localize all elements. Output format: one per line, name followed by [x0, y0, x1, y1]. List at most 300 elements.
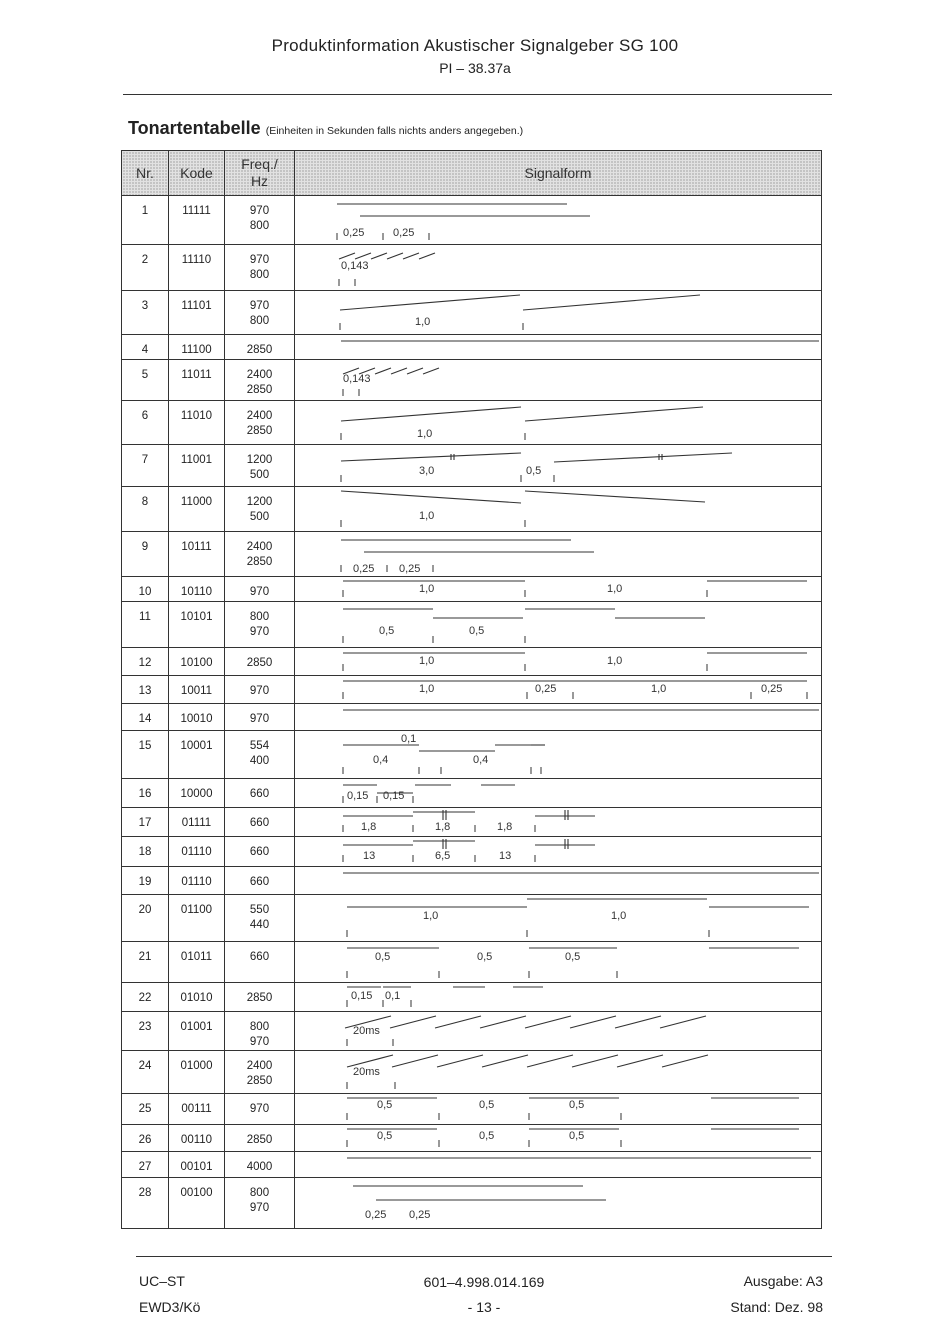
duration-label: 1,8 — [361, 821, 377, 833]
signal-form — [295, 983, 822, 1012]
signal-form — [295, 867, 822, 895]
freq-header-line1: Freq./ — [241, 156, 278, 172]
table-row — [122, 779, 822, 808]
row-code: 10011 — [169, 676, 225, 704]
row-code: 01111 — [169, 808, 225, 837]
frequency-value: 970 — [249, 1202, 270, 1214]
footer-author: EWD3/Kö — [139, 1299, 201, 1315]
signal-form — [295, 245, 822, 291]
frequency-value: 1200 — [246, 454, 273, 466]
row-frequency — [225, 1094, 295, 1125]
signal-waveform — [295, 245, 822, 290]
frequency-value: 970 — [249, 1036, 270, 1048]
table-row — [122, 1152, 822, 1178]
signal-waveform — [295, 196, 822, 244]
duration-label: 0,5 — [477, 951, 493, 963]
row-frequency — [225, 1178, 295, 1229]
row-number: 1 — [122, 196, 169, 245]
signal-segment — [527, 1055, 573, 1067]
frequency-value: 440 — [249, 919, 270, 931]
signal-waveform — [295, 942, 822, 982]
signal-segment — [617, 1055, 663, 1067]
duration-label: 0,5 — [565, 951, 581, 963]
signal-segment — [572, 1055, 618, 1067]
frequency-value: 970 — [249, 300, 270, 312]
row-number: 9 — [122, 532, 169, 577]
frequency-value: 1200 — [246, 496, 273, 508]
duration-label: 20ms — [353, 1025, 380, 1037]
row-number: 12 — [122, 648, 169, 676]
row-frequency — [225, 360, 295, 401]
column-header-nr: Nr. — [122, 151, 169, 196]
signal-waveform — [295, 335, 822, 359]
frequency-value: 800 — [249, 269, 270, 281]
table-row — [122, 676, 822, 704]
signal-waveform — [295, 704, 822, 730]
column-header-code: Kode — [169, 151, 225, 196]
row-code: 11001 — [169, 445, 225, 487]
signal-segment — [371, 253, 387, 259]
row-frequency — [225, 731, 295, 779]
row-number: 8 — [122, 487, 169, 532]
signal-segment — [525, 491, 705, 502]
table-row — [122, 648, 822, 676]
frequency-value: 2400 — [246, 369, 273, 381]
duration-label: 0,25 — [353, 563, 375, 575]
row-number: 20 — [122, 895, 169, 942]
signal-segment — [435, 1016, 481, 1028]
table-row — [122, 291, 822, 335]
duration-label: 0,25 — [409, 1209, 431, 1221]
signal-waveform — [295, 577, 822, 601]
signal-segment — [482, 1055, 528, 1067]
row-code: 00101 — [169, 1152, 225, 1178]
table-row — [122, 867, 822, 895]
signal-segment — [355, 253, 371, 259]
row-code: 01110 — [169, 867, 225, 895]
duration-label: 0,1 — [401, 733, 417, 745]
frequency-value: 2850 — [246, 556, 273, 568]
table-row — [122, 445, 822, 487]
frequency-value: 2400 — [246, 410, 273, 422]
row-number: 6 — [122, 401, 169, 445]
table-row — [122, 487, 822, 532]
row-number: 17 — [122, 808, 169, 837]
table-row — [122, 335, 822, 360]
row-code: 11110 — [169, 245, 225, 291]
row-code: 01110 — [169, 837, 225, 867]
duration-label: 0,25 — [365, 1209, 387, 1221]
signal-waveform — [295, 837, 822, 866]
signal-form — [295, 291, 822, 335]
duration-label: 0,15 — [347, 790, 369, 802]
row-code: 00111 — [169, 1094, 225, 1125]
signal-form — [295, 942, 822, 983]
row-code: 00110 — [169, 1125, 225, 1152]
table-row — [122, 532, 822, 577]
row-number: 23 — [122, 1012, 169, 1051]
duration-label: 0,5 — [377, 1130, 393, 1142]
frequency-value: 970 — [249, 713, 270, 725]
row-code: 11101 — [169, 291, 225, 335]
duration-label: 0,5 — [479, 1130, 495, 1142]
row-frequency — [225, 577, 295, 602]
signal-waveform — [295, 1051, 822, 1093]
duration-label: 3,0 — [419, 465, 435, 477]
table-row — [122, 1012, 822, 1051]
row-number: 24 — [122, 1051, 169, 1094]
row-frequency — [225, 1051, 295, 1094]
row-code: 01100 — [169, 895, 225, 942]
footer-page-number: - 13 - — [467, 1299, 501, 1315]
signal-segment — [523, 295, 700, 310]
frequency-value: 800 — [249, 611, 270, 623]
section-heading — [128, 118, 523, 139]
table-row — [122, 895, 822, 942]
table-row — [122, 731, 822, 779]
signal-form — [295, 837, 822, 867]
row-frequency — [225, 1012, 295, 1051]
row-code: 11010 — [169, 401, 225, 445]
row-code: 10001 — [169, 731, 225, 779]
row-number: 27 — [122, 1152, 169, 1178]
signal-form — [295, 704, 822, 731]
row-number: 21 — [122, 942, 169, 983]
signal-form — [295, 1094, 822, 1125]
frequency-value: 550 — [249, 904, 270, 916]
section-note: (Einheiten in Sekunden falls nichts anders angegeben.) — [265, 125, 524, 137]
signal-segment — [390, 1016, 436, 1028]
row-frequency — [225, 245, 295, 291]
frequency-value: 2400 — [246, 541, 273, 553]
table-row — [122, 983, 822, 1012]
frequency-value: 970 — [249, 685, 270, 697]
duration-label: 13 — [363, 850, 376, 862]
frequency-value: 800 — [249, 1021, 270, 1033]
signal-waveform — [295, 445, 822, 486]
table-row — [122, 577, 822, 602]
row-frequency — [225, 602, 295, 648]
duration-label: 6,5 — [435, 850, 451, 862]
signal-segment — [387, 253, 403, 259]
frequency-value: 970 — [249, 586, 270, 598]
signal-segment — [437, 1055, 483, 1067]
duration-label: 1,0 — [419, 683, 435, 695]
signal-segment — [615, 1016, 661, 1028]
frequency-value: 4000 — [246, 1161, 273, 1173]
row-frequency — [225, 704, 295, 731]
row-frequency — [225, 648, 295, 676]
duration-label: 0,5 — [479, 1099, 495, 1111]
row-code: 10101 — [169, 602, 225, 648]
frequency-value: 660 — [249, 788, 270, 800]
signal-waveform — [295, 401, 822, 444]
signal-segment — [341, 453, 521, 461]
signal-waveform — [295, 648, 822, 675]
signal-form — [295, 779, 822, 808]
signal-segment — [480, 1016, 526, 1028]
row-frequency — [225, 676, 295, 704]
column-header-freq — [225, 151, 295, 196]
row-frequency — [225, 532, 295, 577]
row-frequency — [225, 1152, 295, 1178]
signal-waveform — [295, 602, 822, 647]
signal-form — [295, 401, 822, 445]
signal-form — [295, 577, 822, 602]
page-title: Produktinformation Akustischer Signalgeber SG 100 — [271, 36, 679, 55]
signal-segment — [341, 407, 521, 421]
signal-form — [295, 335, 822, 360]
row-frequency — [225, 983, 295, 1012]
duration-label: 0,1 — [385, 990, 401, 1002]
signal-form — [295, 1178, 822, 1229]
frequency-value: 660 — [249, 951, 270, 963]
row-code: 10110 — [169, 577, 225, 602]
signal-waveform — [295, 291, 822, 334]
frequency-value: 400 — [249, 755, 270, 767]
row-number: 11 — [122, 602, 169, 648]
duration-label: 0,4 — [473, 754, 489, 766]
row-code: 11000 — [169, 487, 225, 532]
duration-label: 0,5 — [569, 1099, 585, 1111]
signal-waveform — [295, 779, 822, 807]
row-number: 13 — [122, 676, 169, 704]
signal-segment — [392, 1055, 438, 1067]
frequency-value: 2850 — [246, 425, 273, 437]
signal-segment — [419, 253, 435, 259]
signal-segment — [423, 368, 439, 374]
row-code: 11011 — [169, 360, 225, 401]
section-title: Tonartentabelle — [128, 118, 261, 138]
frequency-value: 660 — [249, 876, 270, 888]
row-number: 26 — [122, 1125, 169, 1152]
frequency-value: 2850 — [246, 992, 273, 1004]
freq-header-line2: Hz — [250, 173, 269, 189]
signal-form — [295, 648, 822, 676]
duration-label: 0,25 — [343, 227, 365, 239]
duration-label: 0,4 — [373, 754, 389, 766]
signal-segment — [570, 1016, 616, 1028]
table-row — [122, 602, 822, 648]
row-code: 01010 — [169, 983, 225, 1012]
signal-form — [295, 1012, 822, 1051]
row-frequency — [225, 867, 295, 895]
row-number: 2 — [122, 245, 169, 291]
table-row — [122, 837, 822, 867]
table-row — [122, 1125, 822, 1152]
row-code: 01011 — [169, 942, 225, 983]
signal-waveform — [295, 1012, 822, 1050]
signal-waveform — [295, 983, 822, 1011]
duration-label: 0,5 — [469, 625, 485, 637]
signal-waveform — [295, 867, 822, 894]
signal-segment — [662, 1055, 708, 1067]
signal-form — [295, 731, 822, 779]
duration-label: 0,25 — [535, 683, 557, 695]
table-row — [122, 1051, 822, 1094]
row-code: 11111 — [169, 196, 225, 245]
signal-form — [295, 532, 822, 577]
frequency-value: 970 — [249, 205, 270, 217]
footer-rule — [136, 1256, 832, 1257]
table-row — [122, 401, 822, 445]
signal-segment — [554, 453, 732, 462]
table-row — [122, 1094, 822, 1125]
row-frequency — [225, 895, 295, 942]
frequency-value: 2850 — [246, 657, 273, 669]
table-row — [122, 360, 822, 401]
signal-form — [295, 487, 822, 532]
signal-waveform — [295, 808, 822, 836]
duration-label: 1,8 — [435, 821, 451, 833]
frequency-value: 500 — [249, 469, 270, 481]
frequency-value: 970 — [249, 626, 270, 638]
frequency-value: 554 — [249, 740, 270, 752]
document-number: PI – 38.37a — [439, 60, 511, 76]
duration-label: 1,0 — [417, 428, 433, 440]
row-code: 11100 — [169, 335, 225, 360]
row-number: 18 — [122, 837, 169, 867]
row-number: 28 — [122, 1178, 169, 1229]
signal-waveform — [295, 1178, 822, 1228]
signal-segment — [340, 295, 520, 310]
signal-waveform — [295, 1094, 822, 1124]
table-row — [122, 1178, 822, 1229]
duration-label: 1,0 — [651, 683, 667, 695]
signal-form — [295, 602, 822, 648]
row-frequency — [225, 1125, 295, 1152]
signal-form — [295, 445, 822, 487]
frequency-value: 2400 — [246, 1060, 273, 1072]
frequency-value: 800 — [249, 1187, 270, 1199]
duration-label: 0,5 — [375, 951, 391, 963]
signal-form — [295, 1152, 822, 1178]
duration-label: 13 — [499, 850, 512, 862]
row-frequency — [225, 808, 295, 837]
row-code: 01001 — [169, 1012, 225, 1051]
row-frequency — [225, 837, 295, 867]
duration-label: 1,0 — [423, 910, 439, 922]
signal-segment — [391, 368, 407, 374]
row-number: 15 — [122, 731, 169, 779]
table-row — [122, 808, 822, 837]
row-number: 4 — [122, 335, 169, 360]
frequency-value: 2850 — [246, 384, 273, 396]
row-frequency — [225, 942, 295, 983]
row-code: 10010 — [169, 704, 225, 731]
signal-segment — [660, 1016, 706, 1028]
row-number: 5 — [122, 360, 169, 401]
table-row — [122, 196, 822, 245]
duration-label: 1,0 — [419, 583, 435, 595]
signal-waveform — [295, 731, 822, 778]
duration-label: 0,143 — [343, 373, 371, 385]
signal-form — [295, 808, 822, 837]
table-row — [122, 704, 822, 731]
footer-dept: UC–ST — [139, 1273, 185, 1289]
duration-label: 0,143 — [341, 260, 369, 272]
signal-segment — [339, 253, 355, 259]
duration-label: 0,25 — [393, 227, 415, 239]
frequency-value: 970 — [249, 1103, 270, 1115]
row-code: 01000 — [169, 1051, 225, 1094]
signal-waveform — [295, 532, 822, 576]
signal-segment — [403, 253, 419, 259]
row-number: 3 — [122, 291, 169, 335]
signal-waveform — [295, 1152, 822, 1177]
signal-form — [295, 676, 822, 704]
duration-label: 0,5 — [379, 625, 395, 637]
duration-label: 1,0 — [419, 510, 435, 522]
header-rule — [123, 94, 832, 95]
frequency-value: 660 — [249, 817, 270, 829]
frequency-value: 2850 — [246, 344, 273, 356]
tone-table — [121, 150, 822, 1229]
row-frequency — [225, 401, 295, 445]
duration-label: 1,0 — [415, 316, 431, 328]
row-frequency — [225, 779, 295, 808]
frequency-value: 2850 — [246, 1075, 273, 1087]
signal-segment — [525, 407, 703, 421]
duration-label: 1,0 — [607, 655, 623, 667]
footer-part-number: 601–4.998.014.169 — [423, 1274, 545, 1290]
frequency-value: 660 — [249, 846, 270, 858]
signal-waveform — [295, 487, 822, 531]
signal-waveform — [295, 1125, 822, 1151]
row-number: 22 — [122, 983, 169, 1012]
table-header — [122, 151, 822, 196]
duration-label: 0,5 — [569, 1130, 585, 1142]
duration-label: 1,0 — [611, 910, 627, 922]
row-number: 10 — [122, 577, 169, 602]
duration-label: 1,0 — [607, 583, 623, 595]
signal-form — [295, 1125, 822, 1152]
signal-form — [295, 895, 822, 942]
duration-label: 0,15 — [383, 790, 405, 802]
signal-form — [295, 1051, 822, 1094]
row-code: 10000 — [169, 779, 225, 808]
signal-segment — [407, 368, 423, 374]
row-frequency — [225, 291, 295, 335]
duration-label: 1,0 — [419, 655, 435, 667]
row-number: 16 — [122, 779, 169, 808]
row-frequency — [225, 445, 295, 487]
row-number: 25 — [122, 1094, 169, 1125]
signal-form — [295, 360, 822, 401]
footer-edition: Ausgabe: A3 — [743, 1273, 823, 1289]
frequency-value: 500 — [249, 511, 270, 523]
signal-waveform — [295, 676, 822, 703]
row-number: 14 — [122, 704, 169, 731]
signal-segment — [375, 368, 391, 374]
frequency-value: 2850 — [246, 1134, 273, 1146]
duration-label: 0,5 — [526, 465, 542, 477]
row-frequency — [225, 196, 295, 245]
row-frequency — [225, 487, 295, 532]
signal-segment — [341, 491, 521, 503]
duration-label: 0,25 — [761, 683, 783, 695]
row-number: 7 — [122, 445, 169, 487]
row-code: 00100 — [169, 1178, 225, 1229]
duration-label: 20ms — [353, 1066, 380, 1078]
row-number: 19 — [122, 867, 169, 895]
footer-date: Stand: Dez. 98 — [730, 1299, 823, 1315]
row-code: 10111 — [169, 532, 225, 577]
signal-form — [295, 196, 822, 245]
table-row — [122, 245, 822, 291]
duration-label: 0,5 — [377, 1099, 393, 1111]
table-row — [122, 942, 822, 983]
